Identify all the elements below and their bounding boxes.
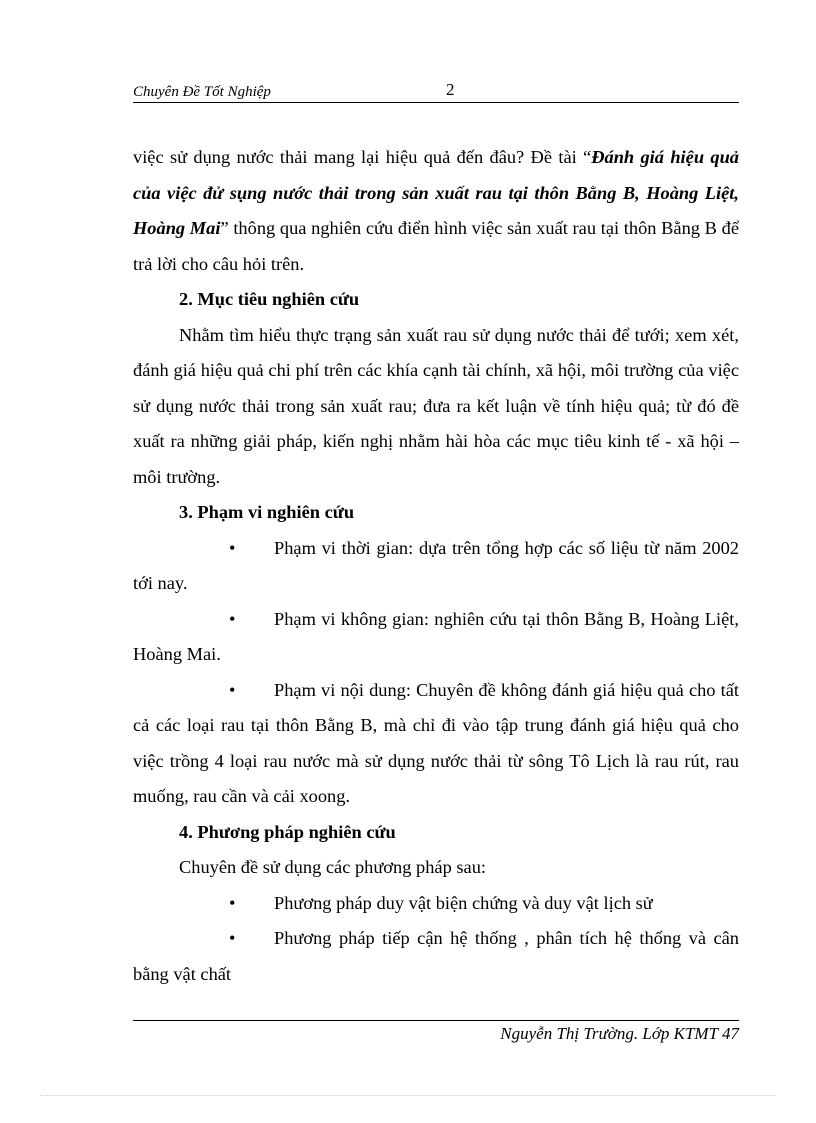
list-item [133, 886, 739, 922]
list-item [133, 531, 739, 602]
intro-part2: ” thông qua nghiên cứu điển hình việc sản xuất rau tại thôn Bằng B để trả lời cho câu hỏi trên. [133, 218, 739, 274]
thesis-title: Đánh giá hiệu quả của việc đử sụng nước thải trong sản xuất rau tại thôn Bằng B, Hoàng Liệt, Hoàng Mai [133, 147, 739, 238]
scope-space: Phạm vi không gian: nghiên cứu tại thôn Bằng B, Hoàng Liệt, Hoàng Mai. [133, 608, 739, 664]
methods-intro: Chuyên đề sử dụng các phương pháp sau: [179, 857, 486, 877]
bullet-icon: • [229, 679, 236, 700]
bullet-icon: • [229, 928, 236, 948]
intro-paragraph [133, 140, 739, 282]
method-systems: Phương pháp tiếp cận hệ thống , phân tích hệ thống và cân bằng vật chất [133, 928, 739, 984]
bullet-icon: • [229, 608, 236, 629]
scope-time: Phạm vi thời gian: dựa trên tổng hợp các số liệu từ năm 2002 tới nay. [133, 537, 739, 593]
intro-part1: việc sử dụng nước thải mang lại hiệu quả đến đâu? Đề tài “ [133, 147, 592, 167]
page-number: 2 [446, 80, 455, 99]
objectives-paragraph: Nhằm tìm hiểu thực trạng sản xuất rau sử dụng nước thải để tưới; xem xét, đánh giá hiệu quả chi phí trên các khía cạnh tài chính, xã hội, môi trường của việc sử dụng nước thải trong sản xuất rau; đưa ra kết luận về tính hiệu quả; từ đó đề xuất ra những giải pháp, kiến nghị nhằm hài hòa các mục tiêu kinh tế - xã hội – môi trường. [133, 324, 739, 487]
list-item [133, 673, 739, 815]
section-heading-scope: 3. Phạm vi nghiên cứu [179, 502, 355, 522]
document-body [133, 140, 739, 992]
page-boundary-divider [40, 1095, 776, 1096]
footer-author: Nguyễn Thị Trường. Lớp KTMT 47 [500, 1024, 739, 1043]
list-item [133, 602, 739, 673]
bullet-icon: • [229, 537, 236, 558]
section-heading-objectives: 2. Mục tiêu nghiên cứu [179, 289, 360, 309]
page-header [133, 78, 739, 103]
header-title: Chuyên Đề Tốt Nghiệp [133, 84, 271, 100]
footer-divider [133, 1020, 739, 1021]
list-item [133, 921, 739, 992]
method-dialectical: Phương pháp duy vật biện chứng và duy vật lịch sử [274, 892, 653, 913]
section-heading-methods: 4. Phương pháp nghiên cứu [179, 821, 396, 842]
scope-content: Phạm vi nội dung: Chuyên đề không đánh giá hiệu quả cho tất cả các loại rau tại thôn Bằng B, mà chỉ đi vào tập trung đánh giá hiệu quả cho việc trồng 4 loại rau nước mà sử dụng nước thải từ sông Tô Lịch là rau rút, rau muống, rau cần và cải xoong. [133, 679, 739, 806]
bullet-icon: • [229, 892, 236, 913]
